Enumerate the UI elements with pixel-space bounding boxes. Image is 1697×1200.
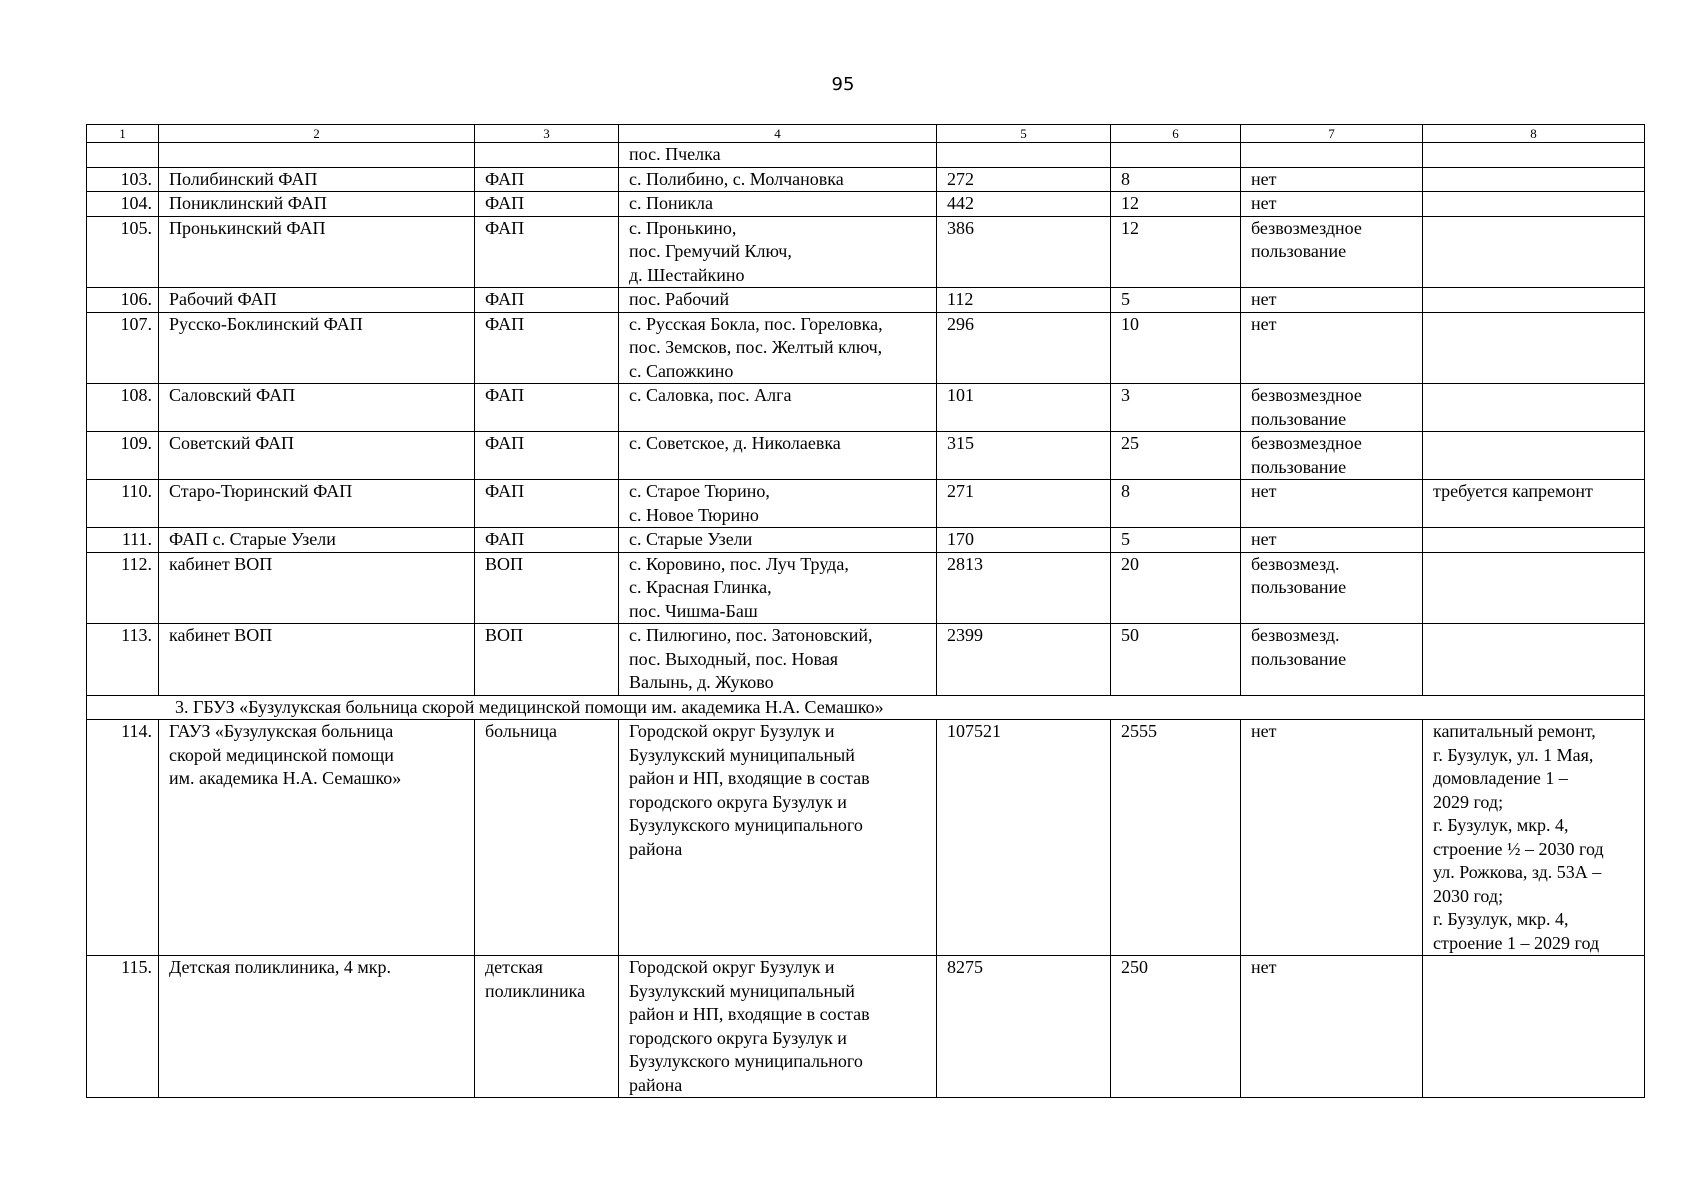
note <box>1423 288 1645 313</box>
note <box>1423 192 1645 217</box>
premises-status: нет <box>1241 480 1423 528</box>
capacity: 12 <box>1111 192 1241 217</box>
column-number: 7 <box>1241 125 1423 143</box>
capacity: 50 <box>1111 624 1241 696</box>
population: 386 <box>937 216 1111 288</box>
capacity <box>1111 143 1241 168</box>
facility-type: ФАП <box>475 312 619 384</box>
table-row <box>87 528 1645 553</box>
table-row <box>87 480 1645 528</box>
row-number: 108. <box>87 384 159 432</box>
column-number: 8 <box>1423 125 1645 143</box>
capacity: 20 <box>1111 552 1241 624</box>
served-settlements: Городской округ Бузулук и Бузулукский муниципальный район и НП, входящие в состав городского округа Бузулук и Бузулукского муниципального района <box>619 956 937 1098</box>
served-settlements: с. Поникла <box>619 192 937 217</box>
facility-type <box>475 143 619 168</box>
facility-type: ФАП <box>475 167 619 192</box>
premises-status: нет <box>1241 528 1423 553</box>
capacity: 10 <box>1111 312 1241 384</box>
row-number: 109. <box>87 432 159 480</box>
row-number: 103. <box>87 167 159 192</box>
facility-name: Старо-Тюринский ФАП <box>159 480 475 528</box>
note <box>1423 528 1645 553</box>
facility-name: Пронькинский ФАП <box>159 216 475 288</box>
row-number: 106. <box>87 288 159 313</box>
note <box>1423 216 1645 288</box>
premises-status: безвозмездное пользование <box>1241 216 1423 288</box>
table-row <box>87 956 1645 1098</box>
row-number: 107. <box>87 312 159 384</box>
facility-type: детская поликлиника <box>475 956 619 1098</box>
population <box>937 143 1111 168</box>
premises-status: нет <box>1241 288 1423 313</box>
facility-name: Советский ФАП <box>159 432 475 480</box>
row-number: 111. <box>87 528 159 553</box>
note <box>1423 956 1645 1098</box>
table-row <box>87 167 1645 192</box>
population: 442 <box>937 192 1111 217</box>
population: 296 <box>937 312 1111 384</box>
note <box>1423 432 1645 480</box>
served-settlements: с. Пронькино, пос. Гремучий Ключ, д. Шестайкино <box>619 216 937 288</box>
section-title: 3. ГБУЗ «Бузулукская больница скорой медицинской помощи им. академика Н.А. Семашко» <box>87 695 1645 720</box>
population: 170 <box>937 528 1111 553</box>
capacity: 2555 <box>1111 720 1241 956</box>
row-number: 114. <box>87 720 159 956</box>
population: 272 <box>937 167 1111 192</box>
table-row <box>87 216 1645 288</box>
served-settlements: с. Русская Бокла, пос. Гореловка, пос. Земсков, пос. Желтый ключ, с. Сапожкино <box>619 312 937 384</box>
served-settlements: с. Старое Тюрино, с. Новое Тюрино <box>619 480 937 528</box>
premises-status: безвозмезд. пользование <box>1241 624 1423 696</box>
column-number: 2 <box>159 125 475 143</box>
note: капитальный ремонт, г. Бузулук, ул. 1 Мая, домовладение 1 – 2029 год; г. Бузулук, мкр. 4, строение ½ – 2030 год ул. Рожкова, зд. 53А – 2030 год; г. Бузулук, мкр. 4, строение 1 – 2029 год <box>1423 720 1645 956</box>
row-number: 110. <box>87 480 159 528</box>
served-settlements: с. Полибино, с. Молчановка <box>619 167 937 192</box>
table-row <box>87 143 1645 168</box>
note <box>1423 552 1645 624</box>
facility-type: ФАП <box>475 216 619 288</box>
page-number: 95 <box>831 74 855 95</box>
capacity: 8 <box>1111 480 1241 528</box>
column-number: 4 <box>619 125 937 143</box>
capacity: 3 <box>1111 384 1241 432</box>
served-settlements: с. Старые Узели <box>619 528 937 553</box>
premises-status <box>1241 143 1423 168</box>
population: 2399 <box>937 624 1111 696</box>
facility-type: ФАП <box>475 192 619 217</box>
premises-status: безвозмезд. пользование <box>1241 552 1423 624</box>
table-row <box>87 552 1645 624</box>
facility-name: ГАУЗ «Бузулукская больница скорой медицинской помощи им. академика Н.А. Семашко» <box>159 720 475 956</box>
row-number <box>87 143 159 168</box>
served-settlements: с. Коровино, пос. Луч Труда, с. Красная Глинка, пос. Чишма-Баш <box>619 552 937 624</box>
facility-type: ВОП <box>475 624 619 696</box>
served-settlements: с. Пилюгино, пос. Затоновский, пос. Выходный, пос. Новая Валынь, д. Жуково <box>619 624 937 696</box>
column-number: 6 <box>1111 125 1241 143</box>
facility-type: ФАП <box>475 432 619 480</box>
served-settlements: пос. Рабочий <box>619 288 937 313</box>
table-row <box>87 624 1645 696</box>
capacity: 8 <box>1111 167 1241 192</box>
table-row <box>87 288 1645 313</box>
capacity: 5 <box>1111 528 1241 553</box>
column-number: 1 <box>87 125 159 143</box>
premises-status: нет <box>1241 956 1423 1098</box>
row-number: 105. <box>87 216 159 288</box>
served-settlements: Городской округ Бузулук и Бузулукский муниципальный район и НП, входящие в состав городского округа Бузулук и Бузулукского муниципального района <box>619 720 937 956</box>
premises-status: нет <box>1241 312 1423 384</box>
capacity: 250 <box>1111 956 1241 1098</box>
row-number: 104. <box>87 192 159 217</box>
facility-name: ФАП с. Старые Узели <box>159 528 475 553</box>
capacity: 12 <box>1111 216 1241 288</box>
table-row <box>87 192 1645 217</box>
facility-name: Русско-Боклинский ФАП <box>159 312 475 384</box>
facility-name: кабинет ВОП <box>159 552 475 624</box>
table-row <box>87 720 1645 956</box>
note <box>1423 143 1645 168</box>
note <box>1423 384 1645 432</box>
capacity: 5 <box>1111 288 1241 313</box>
facility-name: Пониклинский ФАП <box>159 192 475 217</box>
note: требуется капремонт <box>1423 480 1645 528</box>
served-settlements: с. Советское, д. Николаевка <box>619 432 937 480</box>
note <box>1423 167 1645 192</box>
population: 271 <box>937 480 1111 528</box>
premises-status: нет <box>1241 167 1423 192</box>
facility-type: ФАП <box>475 384 619 432</box>
facility-name: Детская поликлиника, 4 мкр. <box>159 956 475 1098</box>
premises-status: безвозмездное пользование <box>1241 432 1423 480</box>
table-row <box>87 432 1645 480</box>
column-number: 3 <box>475 125 619 143</box>
facility-name: кабинет ВОП <box>159 624 475 696</box>
table-row <box>87 384 1645 432</box>
population: 2813 <box>937 552 1111 624</box>
facility-name: Полибинский ФАП <box>159 167 475 192</box>
population: 112 <box>937 288 1111 313</box>
served-settlements: пос. Пчелка <box>619 143 937 168</box>
facility-type: ВОП <box>475 552 619 624</box>
premises-status: нет <box>1241 192 1423 217</box>
note <box>1423 624 1645 696</box>
facility-type: ФАП <box>475 528 619 553</box>
facility-name: Рабочий ФАП <box>159 288 475 313</box>
premises-status: нет <box>1241 720 1423 956</box>
note <box>1423 312 1645 384</box>
row-number: 115. <box>87 956 159 1098</box>
facility-type: больница <box>475 720 619 956</box>
population: 101 <box>937 384 1111 432</box>
facility-name <box>159 143 475 168</box>
column-number-row <box>87 125 1645 143</box>
facility-type: ФАП <box>475 288 619 313</box>
row-number: 113. <box>87 624 159 696</box>
table-row <box>87 312 1645 384</box>
capacity: 25 <box>1111 432 1241 480</box>
facility-type: ФАП <box>475 480 619 528</box>
population: 315 <box>937 432 1111 480</box>
facilities-table <box>86 124 1645 1098</box>
row-number: 112. <box>87 552 159 624</box>
population: 107521 <box>937 720 1111 956</box>
facility-name: Саловский ФАП <box>159 384 475 432</box>
section-header-row <box>87 695 1645 720</box>
column-number: 5 <box>937 125 1111 143</box>
served-settlements: с. Саловка, пос. Алга <box>619 384 937 432</box>
premises-status: безвозмездное пользование <box>1241 384 1423 432</box>
population: 8275 <box>937 956 1111 1098</box>
